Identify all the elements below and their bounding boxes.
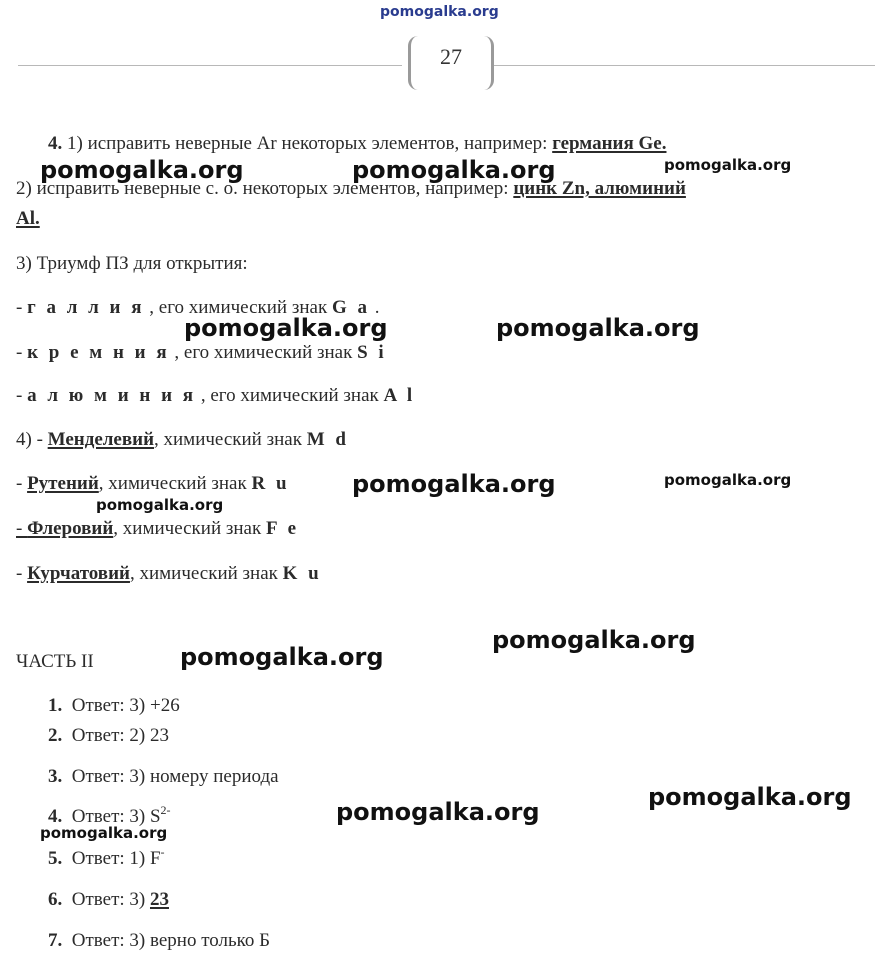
- answer-row: [48, 845, 165, 870]
- page-number: 27: [440, 44, 462, 69]
- item4-line2-example: цинк Zn, алюминий: [513, 178, 686, 199]
- named-mid: , химический знак: [113, 518, 266, 539]
- element-symbol: S i: [357, 342, 387, 363]
- answer-text: Ответ: 3): [71, 889, 150, 910]
- answer-number: 7.: [48, 930, 63, 951]
- answer-bold-value: 23: [149, 889, 169, 910]
- para4-prefix: 4) -: [16, 429, 48, 450]
- named-element: Рутений: [27, 473, 99, 494]
- named-symbol: K u: [282, 563, 322, 584]
- named-mid: , химический знак: [154, 429, 307, 450]
- answer-text: Ответ: 1) F: [71, 848, 161, 869]
- answer-number: 1.: [48, 695, 63, 716]
- item4-line3: Al.: [16, 208, 40, 229]
- watermark: pomogalka.org: [664, 156, 792, 174]
- named-mid: , химический знак: [129, 563, 283, 584]
- element-name: а л ю м и н и я: [27, 385, 197, 406]
- dash: -: [16, 342, 28, 363]
- answer-row: [48, 889, 169, 911]
- watermark: pomogalka.org: [180, 643, 384, 671]
- answer-number: 6.: [48, 889, 63, 910]
- element-mid: , его химический знак: [144, 297, 332, 318]
- answer-row: [48, 725, 169, 747]
- element-symbol: G a: [331, 297, 370, 318]
- named-line-kurchatovium: - Курчатовий, химический знак K u: [16, 563, 322, 584]
- item4-line2-text: 2) исправить неверные с. о. некоторых элементов, например:: [16, 178, 514, 199]
- watermark: pomogalka.org: [352, 156, 556, 184]
- answer-superscript: -: [160, 845, 165, 859]
- named-element: Флеровий: [27, 518, 114, 539]
- answer-row: [48, 766, 279, 788]
- element-line-aluminium: [16, 385, 415, 407]
- item4-triumph: 3) Триумф ПЗ для открытия:: [16, 253, 248, 274]
- element-line-silicon: [16, 342, 387, 364]
- watermark: pomogalka.org: [496, 314, 700, 342]
- answer-row: [48, 695, 180, 717]
- answer-number: 5.: [48, 848, 63, 869]
- answer-text: Ответ: 2) 23: [71, 725, 169, 746]
- dash: -: [16, 385, 28, 406]
- element-mid: , его химический знак: [169, 342, 358, 363]
- answer-text: Ответ: 3) S: [71, 806, 161, 827]
- answer-text: Ответ: 3) верно только Б: [71, 930, 271, 951]
- header-rule-left: [18, 65, 402, 66]
- named-line-flerovium: - Флеровий, химический знак F e: [16, 518, 300, 539]
- named-symbol: R u: [251, 473, 290, 494]
- answer-number: 4.: [48, 806, 63, 827]
- element-end: .: [369, 297, 380, 318]
- named-element: Курчатовий: [27, 563, 130, 584]
- element-name: г а л л и я: [27, 297, 145, 318]
- element-name: к р е м н и я: [27, 342, 170, 363]
- answer-text: Ответ: 3) +26: [71, 695, 180, 716]
- watermark-top: pomogalka.org: [380, 4, 499, 20]
- item4-line1: [48, 133, 666, 155]
- item4-line1-text: 1) исправить неверные Ar некоторых элементов, например:: [67, 133, 553, 154]
- dash: -: [16, 297, 28, 318]
- named-symbol: M d: [306, 429, 349, 450]
- watermark: pomogalka.org: [96, 496, 224, 514]
- watermark: pomogalka.org: [492, 626, 696, 654]
- watermark: pomogalka.org: [336, 798, 540, 826]
- watermark: pomogalka.org: [352, 470, 556, 498]
- watermark: pomogalka.org: [664, 471, 792, 489]
- part2-heading: ЧАСТЬ II: [16, 651, 94, 672]
- item4-number: 4.: [48, 133, 63, 154]
- answer-number: 3.: [48, 766, 63, 787]
- watermark: pomogalka.org: [184, 314, 388, 342]
- item4-line1-example: германия Ge.: [552, 133, 667, 154]
- named-line-mendelevium: [16, 429, 349, 451]
- named-line-ruthenium: - Рутений, химический знак R u: [16, 473, 290, 494]
- answer-text: Ответ: 3) номеру периода: [71, 766, 279, 787]
- answer-row: [48, 930, 270, 952]
- element-symbol: A l: [383, 385, 416, 406]
- watermark: pomogalka.org: [648, 783, 852, 811]
- answer-superscript: 2-: [160, 803, 171, 817]
- named-symbol: F e: [265, 518, 300, 539]
- named-element: Менделевий: [47, 429, 155, 450]
- watermark: pomogalka.org: [40, 156, 244, 184]
- answer-number: 2.: [48, 725, 63, 746]
- header-rule-right: [494, 65, 875, 66]
- named-mid: , химический знак: [98, 473, 252, 494]
- element-mid: , его химический знак: [196, 385, 384, 406]
- watermark: pomogalka.org: [40, 824, 168, 842]
